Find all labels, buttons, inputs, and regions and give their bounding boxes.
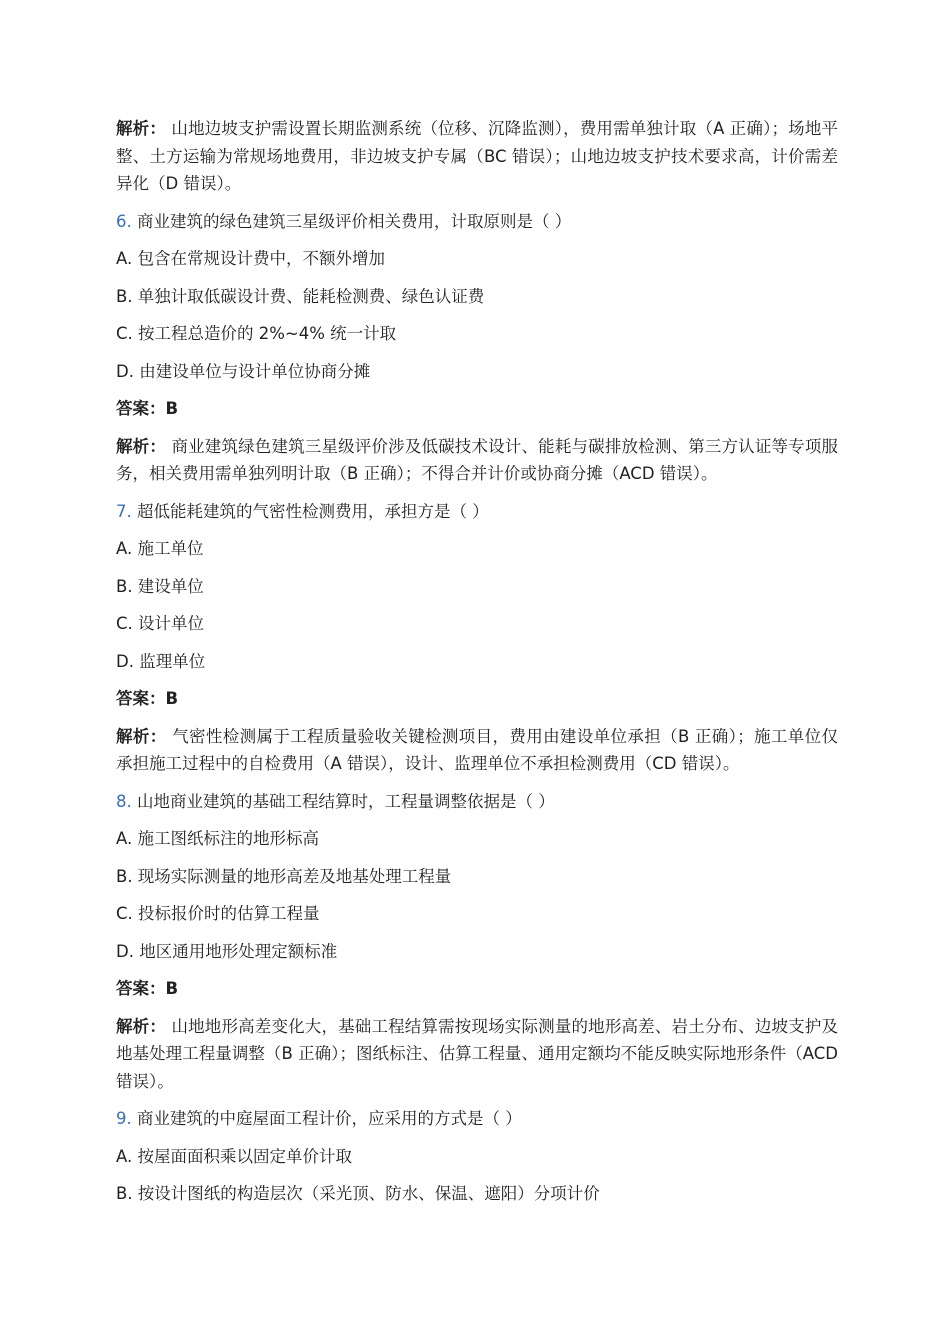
option-c: C. 按工程总造价的 2%~4% 统一计取 [116, 324, 397, 343]
option-d: D. 监理单位 [116, 651, 206, 671]
question-number: 7. [116, 501, 132, 521]
answer-label: 答案： [116, 399, 166, 418]
option-c: C. 投标报价时的估算工程量 [116, 904, 320, 923]
option-a: A. 施工图纸标注的地形标高 [116, 829, 319, 848]
option-b: B. 建设单位 [116, 576, 204, 596]
question-text: 山地商业建筑的基础工程结算时，工程量调整依据是（ ） [137, 791, 555, 811]
question-text: 商业建筑的绿色建筑三星级评价相关费用，计取原则是（ ） [137, 211, 572, 231]
explanation-label: 解析： [116, 119, 166, 138]
question-7 [116, 498, 838, 526]
answer-label: 答案： [116, 979, 166, 998]
option-a: A. 按屋面面积乘以固定单价计取 [116, 1146, 352, 1166]
option-b: B. 现场实际测量的地形高差及地基处理工程量 [116, 866, 452, 886]
question-6 [116, 208, 838, 236]
option-a: A. 施工单位 [116, 539, 204, 558]
option-b: B. 按设计图纸的构造层次（采光顶、防水、保温、遮阳）分项计价 [116, 1184, 600, 1203]
question-number: 8. [116, 791, 132, 811]
option-c: C. 设计单位 [116, 614, 205, 633]
explanation-text: 气密性检测属于工程质量验收关键检测项目，费用由建设单位承担（B 正确）；施工单位仅承担施工过程中的自检费用（A 错误），设计、监理单位不承担检测费用（CD 错误）。 [116, 726, 838, 773]
answer-6 [116, 395, 838, 423]
answer-value: B [165, 689, 179, 708]
explanation-label: 解析： [116, 726, 167, 746]
explanation-7 [116, 723, 838, 778]
explanation-text: 山地边坡支护需设置长期监测系统（位移、沉降监测），费用需单独计取（A 正确）；场地平整、土方运输为常规场地费用，非边坡支护专属（BC 错误）；山地边坡支护技术要求高，计价需差异化（D 错误）。 [116, 119, 839, 193]
document-page [116, 115, 838, 1218]
option-a: A. 包含在常规设计费中，不额外增加 [116, 249, 385, 268]
explanation-label: 解析： [116, 1016, 167, 1036]
explanation-8 [116, 1013, 838, 1096]
answer-value: B [165, 399, 179, 418]
answer-label: 答案： [116, 689, 166, 708]
explanation-6 [116, 433, 838, 488]
explanation-text: 山地地形高差变化大，基础工程结算需按现场实际测量的地形高差、岩土分布、边坡支护及地基处理工程量调整（B 正确）；图纸标注、估算工程量、通用定额均不能反映实际地形条件（ACD 错误）。 [116, 1016, 839, 1091]
option-b: B. 单独计取低碳设计费、能耗检测费、绿色认证费 [116, 286, 485, 306]
explanation-prev [116, 115, 838, 198]
question-text: 商业建筑的中庭屋面工程计价，应采用的方式是（ ） [137, 1109, 522, 1128]
explanation-text: 商业建筑绿色建筑三星级评价涉及低碳技术设计、能耗与碳排放检测、第三方认证等专项服务，相关费用需单独列明计取（B 正确）；不得合并计价或协商分摊（ACD 错误）。 [116, 436, 839, 483]
question-number: 6. [116, 211, 132, 231]
question-9 [116, 1105, 838, 1133]
answer-8 [116, 975, 838, 1003]
answer-7 [116, 685, 838, 713]
option-d: D. 由建设单位与设计单位协商分摊 [116, 361, 371, 381]
option-d: D. 地区通用地形处理定额标准 [116, 941, 338, 961]
explanation-label: 解析： [116, 436, 167, 456]
answer-value: B [165, 979, 179, 998]
question-number: 9. [116, 1109, 132, 1128]
question-8 [116, 788, 838, 816]
question-text: 超低能耗建筑的气密性检测费用，承担方是（ ） [137, 501, 489, 521]
